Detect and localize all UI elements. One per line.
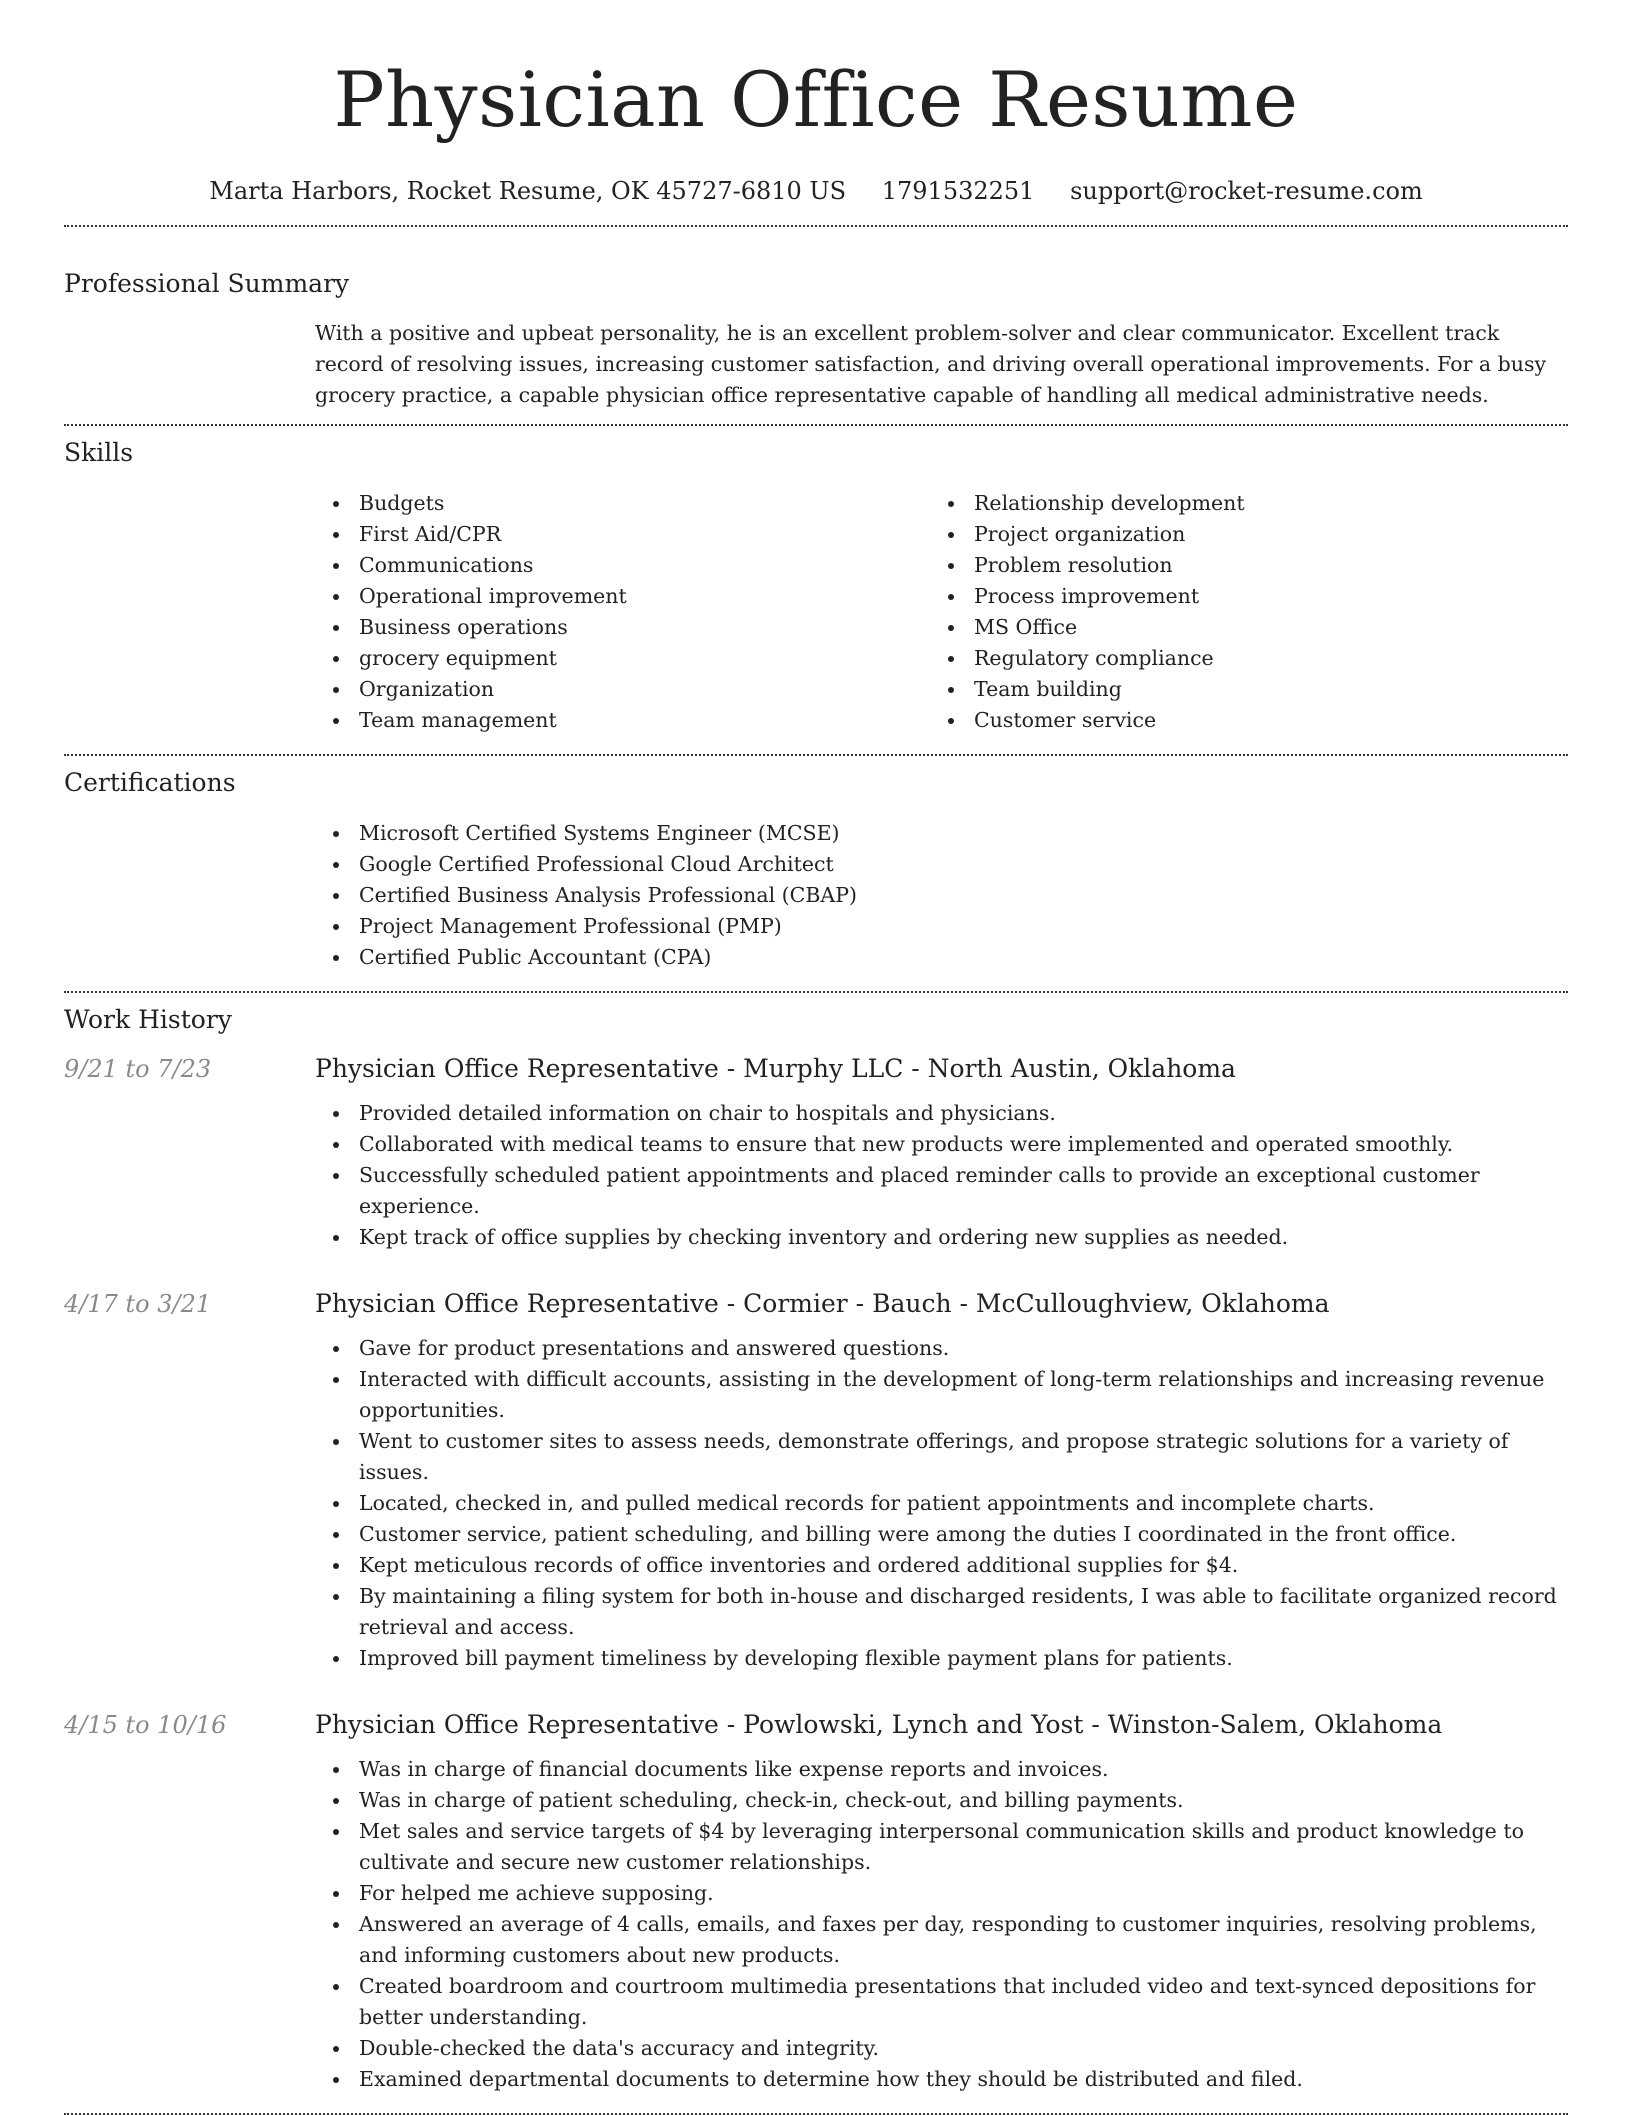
certification-item: Certified Public Accountant (CPA) [315, 942, 1568, 973]
resume-page [64, 0, 1568, 2115]
job-bullet: Customer service, patient scheduling, and billing were among the duties I coordinated in the front office. [315, 1519, 1568, 1550]
skill-item: MS Office [930, 612, 1545, 643]
certification-item: Google Certified Professional Cloud Architect [315, 849, 1568, 880]
job-bullet: Met sales and service targets of $4 by leveraging interpersonal communication skills and product knowledge to cultivate and secure new customer relationships. [315, 1816, 1568, 1878]
work-history-heading: Work History [64, 1005, 232, 1034]
certification-item: Certified Business Analysis Professional (CBAP) [315, 880, 1568, 911]
job-title: Physician Office Representative - Powlowski, Lynch and Yost - Winston-Salem, Oklahoma [315, 1710, 1443, 1739]
job-bullet: By maintaining a filing system for both in-house and discharged residents, I was able to facilitate organized record retrieval and access. [315, 1581, 1568, 1643]
job-dates: 4/17 to 3/21 [64, 1290, 212, 1318]
certifications-list [315, 818, 1568, 973]
job-bullet: Located, checked in, and pulled medical records for patient appointments and incomplete charts. [315, 1488, 1568, 1519]
job-bullets [315, 1098, 1568, 1253]
skills-columns [315, 488, 1568, 736]
job-bullet: Double-checked the data's accuracy and integrity. [315, 2033, 1568, 2064]
skill-item: Team management [315, 705, 930, 736]
skill-item: Organization [315, 674, 930, 705]
job-bullet: Kept track of office supplies by checking inventory and ordering new supplies as needed. [315, 1222, 1568, 1253]
resume-title: Physician Office Resume [333, 55, 1299, 144]
job-bullets [315, 1754, 1568, 2095]
job-bullet: For helped me achieve supposing. [315, 1878, 1568, 1909]
job-bullet: Interacted with difficult accounts, assisting in the development of long-term relationships and increasing revenue opportunities. [315, 1364, 1568, 1426]
divider [64, 225, 1568, 227]
skill-item: Problem resolution [930, 550, 1545, 581]
job-body [315, 1287, 1568, 1674]
summary-section [64, 267, 1568, 411]
job-bullet: Created boardroom and courtroom multimedia presentations that included video and text-synced depositions for better understanding. [315, 1971, 1568, 2033]
contact-address: Marta Harbors, Rocket Resume, OK 45727-6810 US [209, 177, 847, 205]
skill-item: Budgets [315, 488, 930, 519]
job-bullet: Improved bill payment timeliness by developing flexible payment plans for patients. [315, 1643, 1568, 1674]
job-entry [64, 1287, 1568, 1674]
job-entry [64, 1708, 1568, 2095]
divider [64, 424, 1568, 426]
skill-item: Team building [930, 674, 1545, 705]
job-bullet: Gave for product presentations and answered questions. [315, 1333, 1568, 1364]
job-bullet: Was in charge of patient scheduling, check-in, check-out, and billing payments. [315, 1785, 1568, 1816]
summary-text: With a positive and upbeat personality, he is an excellent problem-solver and clear communicator. Excellent track record of resolving issues, increasing customer satisfaction, and driving overall operational improvements. For a busy grocery practice, a capable physician office representative capable of handling all medical administrative needs. [315, 321, 1547, 407]
skills-section [64, 436, 1568, 736]
certification-item: Project Management Professional (PMP) [315, 911, 1568, 942]
skills-heading: Skills [64, 438, 134, 467]
job-title: Physician Office Representative - Cormier - Bauch - McCulloughview, Oklahoma [315, 1289, 1330, 1318]
contact-phone: 1791532251 [881, 177, 1035, 205]
job-body [315, 1708, 1568, 2095]
job-bullet: Provided detailed information on chair to hospitals and physicians. [315, 1098, 1568, 1129]
job-bullet: Kept meticulous records of office inventories and ordered additional supplies for $4. [315, 1550, 1568, 1581]
divider [64, 991, 1568, 993]
job-bullets [315, 1333, 1568, 1674]
job-bullet: Successfully scheduled patient appointments and placed reminder calls to provide an exceptional customer experience. [315, 1160, 1568, 1222]
skills-list-right [930, 488, 1545, 736]
contact-email: support@rocket-resume.com [1070, 177, 1423, 205]
skill-item: Communications [315, 550, 930, 581]
job-title: Physician Office Representative - Murphy LLC - North Austin, Oklahoma [315, 1054, 1236, 1083]
skill-item: Business operations [315, 612, 930, 643]
skill-item: Project organization [930, 519, 1545, 550]
skill-item: Customer service [930, 705, 1545, 736]
job-bullet: Answered an average of 4 calls, emails, and faxes per day, responding to customer inquiries, resolving problems, and informing customers about new products. [315, 1909, 1568, 1971]
certifications-section [64, 766, 1568, 973]
job-bullet: Went to customer sites to assess needs, demonstrate offerings, and propose strategic solutions for a variety of issues. [315, 1426, 1568, 1488]
job-body [315, 1052, 1568, 1253]
job-bullet: Was in charge of financial documents like expense reports and invoices. [315, 1754, 1568, 1785]
job-bullet: Collaborated with medical teams to ensure that new products were implemented and operated smoothly. [315, 1129, 1568, 1160]
certification-item: Microsoft Certified Systems Engineer (MCSE) [315, 818, 1568, 849]
certifications-heading: Certifications [64, 768, 236, 797]
job-dates: 9/21 to 7/23 [64, 1055, 212, 1083]
summary-heading: Professional Summary [64, 269, 350, 298]
work-history-section [64, 1003, 1568, 2095]
skills-list-left [315, 488, 930, 736]
job-entry [64, 1052, 1568, 1253]
skill-item: Relationship development [930, 488, 1545, 519]
skill-item: Operational improvement [315, 581, 930, 612]
divider [64, 754, 1568, 756]
skill-item: First Aid/CPR [315, 519, 930, 550]
contact-line [64, 174, 1568, 208]
skill-item: Regulatory compliance [930, 643, 1545, 674]
skill-item: Process improvement [930, 581, 1545, 612]
job-bullet: Examined departmental documents to determine how they should be distributed and filed. [315, 2064, 1568, 2095]
job-dates: 4/15 to 10/16 [64, 1711, 227, 1739]
skill-item: grocery equipment [315, 643, 930, 674]
